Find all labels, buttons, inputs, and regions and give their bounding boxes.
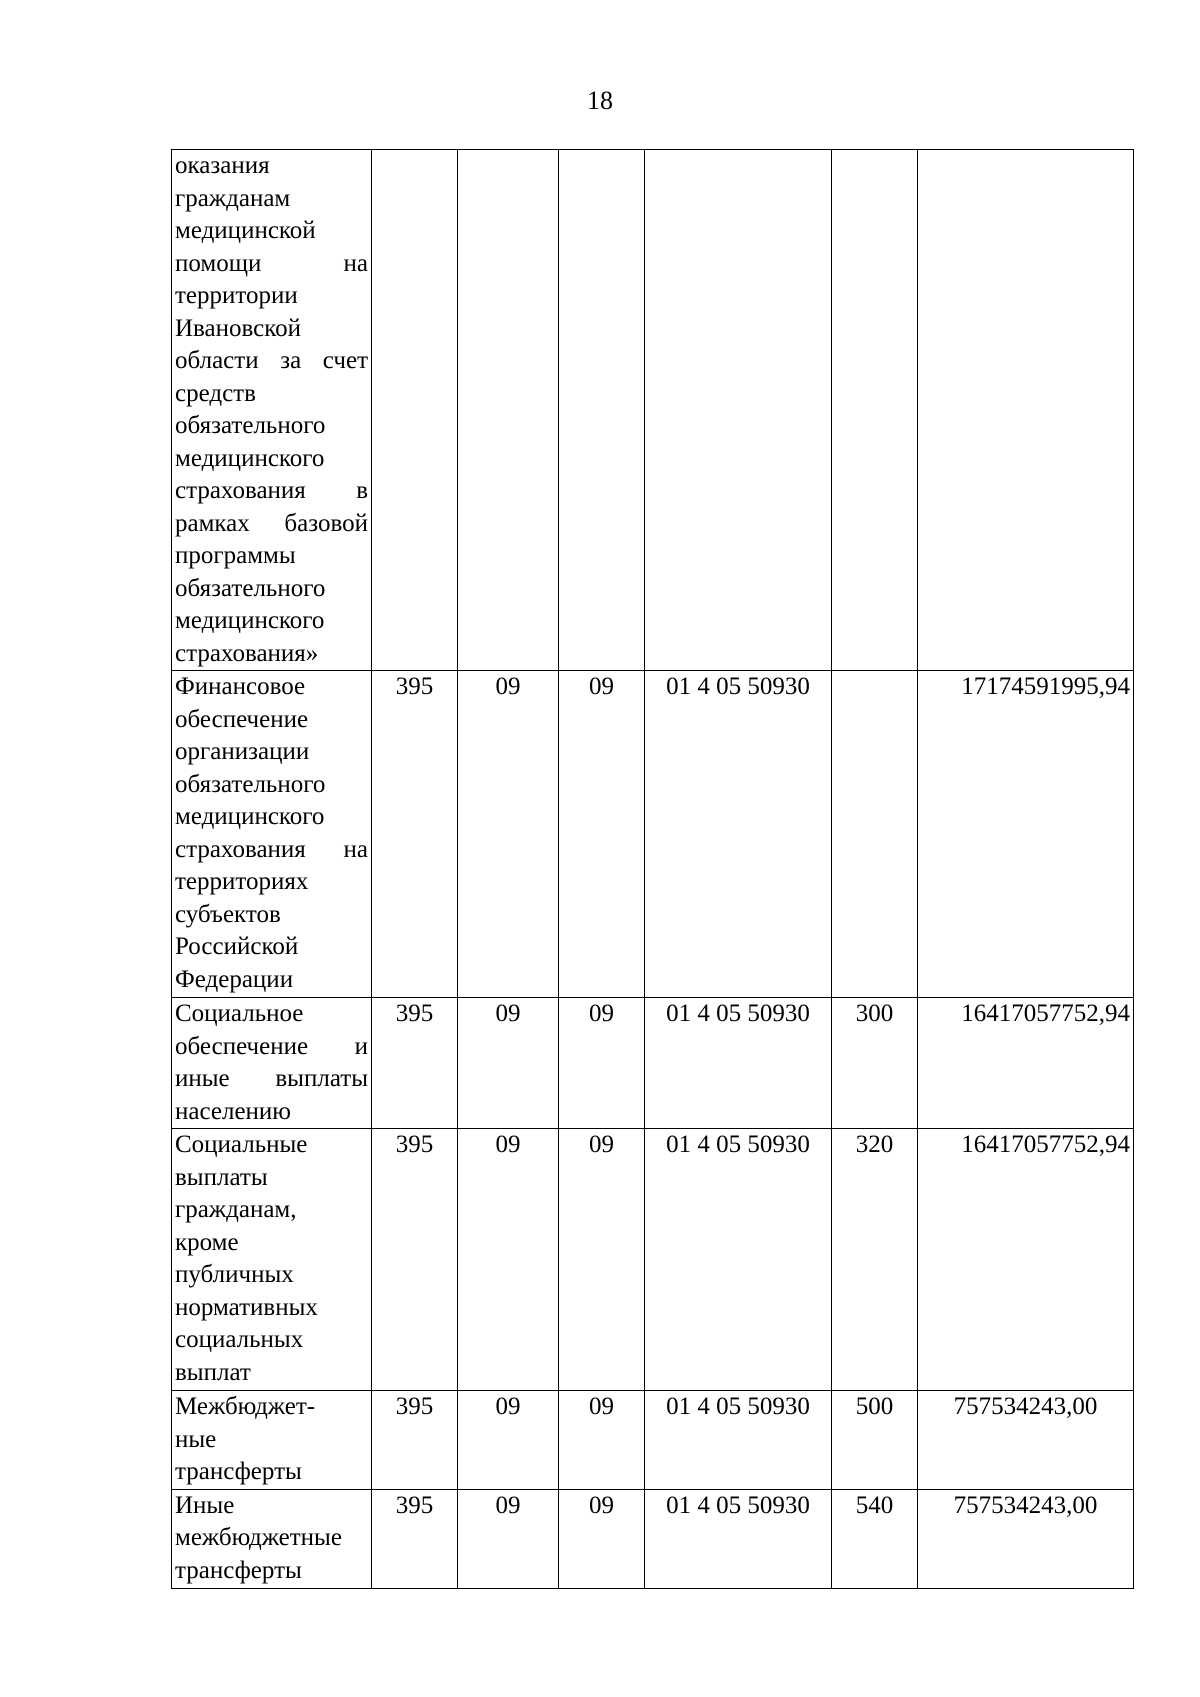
row-name-line: иные выплаты [175, 1065, 368, 1092]
ministry-code-cell: 395 [372, 998, 458, 1129]
target-article-cell: 01 4 05 50930 [645, 671, 832, 998]
row-name-cell [172, 671, 372, 998]
subsection-cell: 09 [559, 671, 645, 998]
row-name-line: территориях [175, 868, 309, 895]
table-row [172, 1391, 1134, 1490]
section-cell: 09 [458, 998, 559, 1129]
subsection-cell: 09 [559, 1489, 645, 1588]
expense-type-cell [832, 671, 918, 998]
row-name-line: нормативных [175, 1293, 318, 1321]
expense-type-cell [832, 150, 918, 671]
amount-cell: 16417057752,94 [918, 998, 1134, 1129]
row-name-line: программы [175, 542, 296, 569]
row-name-line: трансферты [175, 1458, 302, 1485]
row-name-line: страхования» [175, 639, 319, 667]
ministry-code-cell: 395 [372, 1129, 458, 1391]
section-cell: 09 [458, 1391, 559, 1490]
row-name-cell [172, 998, 372, 1129]
row-name-line: организации [175, 738, 310, 765]
row-name-line: обязательного [175, 770, 326, 798]
row-name-line: территории [175, 282, 298, 309]
row-name-line: помощи на [175, 249, 368, 277]
row-name-line: Российской [175, 933, 299, 960]
target-article-cell [645, 150, 832, 671]
budget-allocation-table [171, 149, 1134, 1589]
row-name-line: обеспечение и [175, 1032, 368, 1060]
amount-cell [918, 150, 1134, 671]
row-name-cell [172, 1129, 372, 1391]
row-name-line: медицинской [175, 217, 316, 244]
amount-cell: 17174591995,94 [918, 671, 1134, 998]
table-row [172, 150, 1134, 671]
row-name-line: медицинского [175, 607, 325, 634]
row-name-line: Ивановской [175, 314, 302, 342]
ministry-code-cell [372, 150, 458, 671]
row-name-cell [172, 1391, 372, 1490]
page-number: 18 [587, 86, 613, 115]
row-name-line: выплаты [175, 1163, 268, 1191]
subsection-cell: 09 [559, 998, 645, 1129]
row-name-line: Федерации [175, 965, 294, 993]
amount-cell: 757534243,00 [918, 1391, 1134, 1490]
row-name-line: оказания [175, 152, 270, 179]
row-name-line: населению [175, 1097, 291, 1125]
amount-cell: 757534243,00 [918, 1489, 1134, 1588]
ministry-code-cell: 395 [372, 671, 458, 998]
row-name-line: Иные [175, 1491, 235, 1519]
row-name-line: субъектов [175, 900, 281, 928]
row-name-line: обязательного [175, 574, 326, 602]
target-article-cell: 01 4 05 50930 [645, 1489, 832, 1588]
row-name-line: страхования на [175, 835, 368, 863]
expense-type-cell: 300 [832, 998, 918, 1129]
ministry-code-cell: 395 [372, 1391, 458, 1490]
target-article-cell: 01 4 05 50930 [645, 998, 832, 1129]
section-cell: 09 [458, 1489, 559, 1588]
expense-type-cell: 500 [832, 1391, 918, 1490]
section-cell: 09 [458, 671, 559, 998]
subsection-cell [559, 150, 645, 671]
expense-type-cell: 320 [832, 1129, 918, 1391]
row-name-line: средств [175, 379, 256, 407]
row-name-cell [172, 150, 372, 671]
table-row [172, 1489, 1134, 1588]
row-name-line: Межбюджет- [175, 1393, 316, 1420]
ministry-code-cell: 395 [372, 1489, 458, 1588]
row-name-line: гражданам [175, 184, 291, 212]
row-name-line: межбюджетные [175, 1524, 342, 1551]
row-name-line: гражданам, [175, 1196, 297, 1223]
row-name-line: Социальные [175, 1131, 308, 1158]
row-name-line: медицинского [175, 803, 325, 830]
row-name-line: ные [175, 1425, 217, 1453]
row-name-line: публичных [175, 1261, 294, 1288]
row-name-line: трансферты [175, 1556, 302, 1584]
row-name-line: медицинского [175, 444, 325, 472]
row-name-line: страхования в [175, 477, 368, 504]
target-article-cell: 01 4 05 50930 [645, 1129, 832, 1391]
row-name-line: обязательного [175, 412, 326, 439]
row-name-cell [172, 1489, 372, 1588]
expense-type-cell: 540 [832, 1489, 918, 1588]
amount-cell: 16417057752,94 [918, 1129, 1134, 1391]
section-cell: 09 [458, 1129, 559, 1391]
row-name-line: социальных [175, 1326, 304, 1353]
table-row [172, 671, 1134, 998]
row-name-line: рамках базовой [175, 509, 368, 537]
subsection-cell: 09 [559, 1129, 645, 1391]
target-article-cell: 01 4 05 50930 [645, 1391, 832, 1490]
row-name-line: Финансовое [175, 673, 306, 700]
row-name-line: области за счет [175, 347, 368, 374]
subsection-cell: 09 [559, 1391, 645, 1490]
row-name-line: кроме [175, 1228, 239, 1256]
row-name-line: выплат [175, 1358, 251, 1386]
table-row [172, 998, 1134, 1129]
row-name-line: обеспечение [175, 705, 309, 733]
table-row [172, 1129, 1134, 1391]
section-cell [458, 150, 559, 671]
row-name-line: Социальное [175, 1000, 304, 1027]
